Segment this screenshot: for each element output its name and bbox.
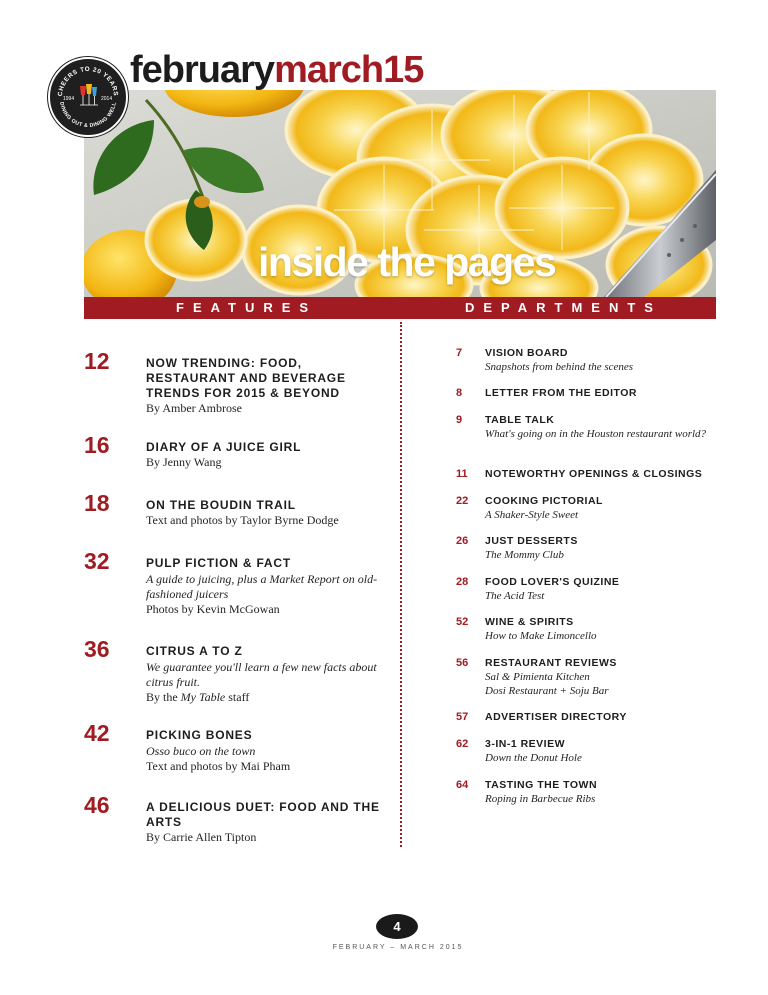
section-banner xyxy=(84,297,716,319)
departments-label: DEPARTMENTS xyxy=(465,300,662,315)
department-title: VISION BOARD xyxy=(485,347,569,359)
feature-credit: Text and photos by Taylor Byrne Dodge xyxy=(146,513,339,527)
feature-credit: By Jenny Wang xyxy=(146,455,222,469)
feature-title: ON THE BOUDIN TRAIL xyxy=(146,498,296,512)
badge-year-right: 2014 xyxy=(101,96,113,102)
department-page-number: 7 xyxy=(456,347,463,359)
feature-page-number: 42 xyxy=(84,720,110,746)
department-title: FOOD LOVER'S QUIZINE xyxy=(485,576,620,588)
feature-title: CITRUS A TO Z xyxy=(146,644,243,658)
department-title: NOTEWORTHY OPENINGS & CLOSINGS xyxy=(485,468,703,480)
issue-month-2: march xyxy=(274,49,384,91)
feature-description: We guarantee you'll learn a few new facts about citrus fruit. xyxy=(146,660,377,689)
footer-issue-date: FEBRUARY – MARCH 2015 xyxy=(332,944,464,951)
badge-year-left: 1994 xyxy=(63,96,75,102)
feature-credit-suffix: staff xyxy=(225,690,250,704)
department-page-number: 64 xyxy=(456,779,469,791)
department-page-number: 22 xyxy=(456,495,469,507)
wine-glasses-icon xyxy=(80,84,98,105)
issue-year: 15 xyxy=(383,49,424,91)
feature-title: PICKING BONES xyxy=(146,728,253,742)
badge-graphic xyxy=(50,59,126,135)
department-page-number: 26 xyxy=(456,535,469,547)
department-description: A Shaker-Style Sweet xyxy=(485,509,579,521)
department-page-number: 52 xyxy=(456,616,469,628)
department-title: 3-IN-1 REVIEW xyxy=(485,738,566,750)
feature-page-number: 16 xyxy=(84,432,110,458)
feature-credit: By Carrie Allen Tipton xyxy=(146,830,257,844)
feature-description: Osso buco on the town xyxy=(146,744,256,758)
department-page-number: 62 xyxy=(456,738,469,750)
department-description: Roping in Barbecue Ribs xyxy=(485,793,596,805)
feature-page-number: 46 xyxy=(84,792,110,818)
feature-title: A DELICIOUS DUET: FOOD AND THE ARTS xyxy=(146,800,380,829)
page-number: 4 xyxy=(376,914,418,939)
department-description: Sal & Pimienta Kitchen xyxy=(485,671,590,683)
issue-month-1: february xyxy=(130,49,275,91)
department-page-number: 8 xyxy=(456,387,463,399)
feature-title: DIARY OF A JUICE GIRL xyxy=(146,440,302,454)
department-title: COOKING PICTORIAL xyxy=(485,495,603,507)
department-title: RESTAURANT REVIEWS xyxy=(485,657,617,669)
department-description: Snapshots from behind the scenes xyxy=(485,361,634,373)
department-title: ADVERTISER DIRECTORY xyxy=(485,711,627,723)
department-description-2: Dosi Restaurant + Soju Bar xyxy=(485,685,609,697)
feature-page-number: 18 xyxy=(84,490,110,516)
feature-credit: By Amber Ambrose xyxy=(146,401,242,415)
anniversary-badge xyxy=(48,57,128,137)
feature-page-number: 12 xyxy=(84,348,110,374)
department-page-number: 9 xyxy=(456,414,463,426)
department-description: Down the Donut Hole xyxy=(485,752,582,764)
feature-credit-publication: My Table xyxy=(180,690,226,704)
feature-credit: Text and photos by Mai Pham xyxy=(146,759,291,773)
feature-title: PULP FICTION & FACT xyxy=(146,556,291,570)
feature-title: NOW TRENDING: FOOD, RESTAURANT AND BEVERAGE TRENDS FOR 2015 & BEYOND xyxy=(146,356,346,400)
column-divider xyxy=(400,322,402,847)
badge-top-text: CHEERS TO 20 YEARS xyxy=(56,65,120,97)
department-page-number: 57 xyxy=(456,711,469,723)
department-title: WINE & SPIRITS xyxy=(485,616,574,628)
hero-title: inside the pages xyxy=(258,239,556,285)
feature-credit: Photos by Kevin McGowan xyxy=(146,602,280,616)
department-description: The Acid Test xyxy=(485,590,545,602)
department-description: What's going on in the Houston restaurant world? xyxy=(485,428,707,440)
department-description: How to Make Limoncello xyxy=(485,630,597,642)
badge-bottom-text: DINING OUT & DINING WELL xyxy=(58,101,118,130)
features-label: FEATURES xyxy=(176,300,318,315)
department-page-number: 56 xyxy=(456,657,469,669)
feature-credit-prefix: By the xyxy=(146,690,181,704)
department-description: The Mommy Club xyxy=(485,549,564,561)
department-title: LETTER FROM THE EDITOR xyxy=(485,387,637,399)
feature-page-number: 32 xyxy=(84,548,110,574)
department-title: JUST DESSERTS xyxy=(485,535,578,547)
department-title: TABLE TALK xyxy=(485,414,555,426)
feature-description: A guide to juicing, plus a Market Report on old-fashioned juicers xyxy=(146,572,378,601)
issue-title xyxy=(130,48,423,92)
department-page-number: 11 xyxy=(456,468,468,480)
department-title: TASTING THE TOWN xyxy=(485,779,598,791)
feature-credit xyxy=(146,690,384,705)
department-page-number: 28 xyxy=(456,576,469,588)
feature-page-number: 36 xyxy=(84,636,110,662)
